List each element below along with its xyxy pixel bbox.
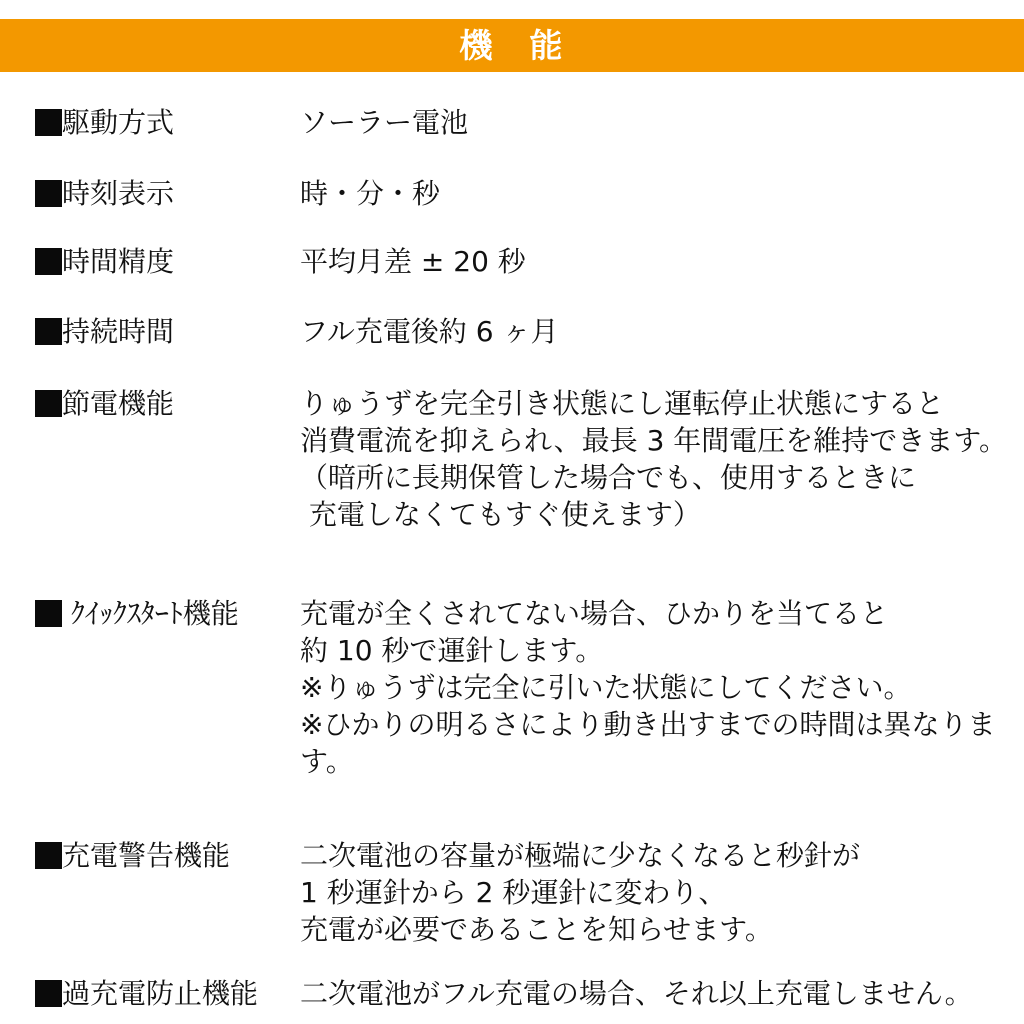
header-banner — [0, 19, 1024, 72]
spec-label: 駆動方式 — [62, 106, 175, 139]
spec-value-line: 平均月差 ± 20 秒 — [300, 245, 526, 278]
spec-row-duration — [35, 313, 1016, 350]
spec-label-cell — [35, 175, 300, 212]
black-square-bullet-icon — [35, 318, 62, 345]
spec-list — [0, 104, 1024, 1012]
spec-value-line: ※りゅうずは完全に引いた状態にしてください。 — [300, 671, 912, 704]
black-square-bullet-icon — [35, 180, 62, 207]
spec-label-cell — [35, 837, 300, 874]
spec-value-cell — [300, 313, 1016, 350]
spec-label-cell — [35, 595, 300, 632]
spec-label-cell — [35, 104, 300, 141]
black-square-bullet-icon — [35, 842, 62, 869]
spec-label-cell — [35, 243, 300, 280]
spec-label: 持続時間 — [62, 315, 175, 348]
spec-row-accuracy — [35, 243, 1016, 280]
spec-label-cell — [35, 385, 300, 422]
spec-value-line: 二次電池の容量が極端に少なくなると秒針が — [300, 839, 861, 872]
spec-value-line: 時・分・秒 — [300, 177, 441, 210]
spec-label: 過充電防止機能 — [62, 977, 259, 1010]
spec-value-cell — [300, 837, 1016, 948]
spec-value-line: 消費電流を抑えられ、最長 3 年間電圧を維持できます。 — [300, 424, 1008, 457]
spec-value-line: 約 10 秒で運針します。 — [300, 634, 604, 667]
spec-value-cell — [300, 104, 1016, 141]
spec-row-overcharge-prevention — [35, 975, 1016, 1012]
spec-value-cell — [300, 385, 1016, 533]
spec-label: 時刻表示 — [62, 177, 175, 210]
spec-row-time-display — [35, 175, 1016, 212]
spec-value-line: フル充電後約 6 ヶ月 — [300, 315, 559, 348]
spec-value-line: 充電しなくてもすぐ使えます） — [300, 498, 701, 531]
spec-label-cell — [35, 313, 300, 350]
spec-row-charge-warning — [35, 837, 1016, 948]
black-square-bullet-icon — [35, 600, 62, 627]
spec-value-line: 充電が必要であることを知らせます。 — [300, 913, 773, 946]
black-square-bullet-icon — [35, 109, 62, 136]
black-square-bullet-icon — [35, 248, 62, 275]
spec-value-cell — [300, 975, 1016, 1012]
spec-row-power-save — [35, 385, 1016, 533]
black-square-bullet-icon — [35, 390, 62, 417]
spec-row-drive-method — [35, 104, 1016, 141]
spec-value-cell — [300, 175, 1016, 212]
spec-value-cell — [300, 595, 1016, 780]
spec-value-line: 充電が全くされてない場合、ひかりを当てると — [300, 597, 889, 630]
spec-label-cell — [35, 975, 300, 1012]
spec-value-line: （暗所に長期保管した場合でも、使用するときに — [300, 461, 917, 494]
spec-label: ｸｲｯｸｽﾀｰﾄ機能 — [62, 597, 239, 630]
spec-label: 節電機能 — [62, 387, 175, 420]
black-square-bullet-icon — [35, 980, 62, 1007]
spec-value-line: りゅうずを完全引き状態にし運転停止状態にすると — [300, 387, 945, 420]
spec-row-quick-start — [35, 595, 1016, 780]
spec-value-line: ソーラー電池 — [300, 106, 469, 139]
spec-label: 充電警告機能 — [62, 839, 231, 872]
spec-value-line: ※ひかりの明るさにより動き出すまでの時間は異なります。 — [300, 708, 996, 778]
spec-value-cell — [300, 243, 1016, 280]
page-title: 機 能 — [459, 26, 565, 65]
spec-label: 時間精度 — [62, 245, 175, 278]
spec-value-line: 1 秒運針から 2 秒運針に変わり、 — [300, 876, 727, 909]
spec-value-line: 二次電池がフル充電の場合、それ以上充電しません。 — [300, 977, 973, 1010]
